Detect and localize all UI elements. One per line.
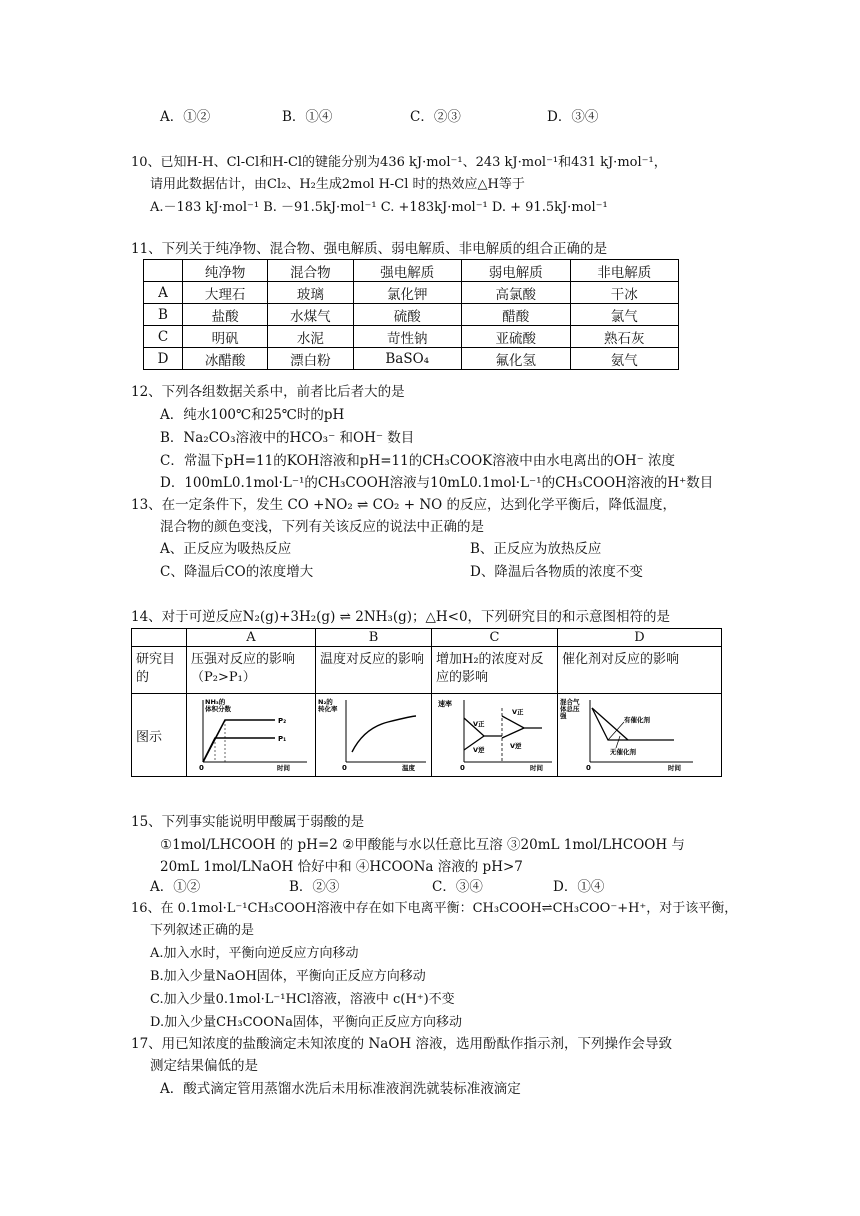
q9-option-d: D．③④ <box>547 109 599 125</box>
q9-option-b: B．①④ <box>282 109 333 125</box>
table-cell: BaSO₄ <box>353 348 462 370</box>
graph-c <box>432 694 557 772</box>
y-label-2: 体积分数 <box>205 705 231 713</box>
table-header: A <box>187 629 316 647</box>
q12-option-b: B．Na₂CO₃溶液中的HCO₃⁻ 和OH⁻ 数目 <box>160 430 415 446</box>
q16-stem-line2: 下列叙述正确的是 <box>150 923 255 938</box>
q17-option-a: A．酸式滴定管用蒸馏水洗后未用标准液润洗就装标准液滴定 <box>160 1081 521 1097</box>
origin-label: 0 <box>199 764 204 772</box>
q16-option-a: A.加入水时，平衡向逆反应方向移动 <box>150 946 359 961</box>
table-cell: 明矾 <box>183 326 268 348</box>
table-cell: 苛性钠 <box>353 326 462 348</box>
y-label-1: NH₃的 <box>205 698 226 706</box>
table-cell: 温度对反应的影响 <box>316 647 432 694</box>
table-header: B <box>316 629 432 647</box>
table-cell: 氟化氢 <box>462 348 571 370</box>
table-cell: 硫酸 <box>353 304 462 326</box>
q14-table <box>131 628 722 777</box>
graph-cell-a <box>187 694 316 777</box>
table-cell: 盐酸 <box>183 304 268 326</box>
q15-option-b: B．②③ <box>289 879 340 895</box>
v-forward-label-2: V正 <box>512 708 524 716</box>
y-label-3: 强 <box>560 712 567 720</box>
graph-cell-d <box>558 694 722 777</box>
table-header: 纯净物 <box>183 260 268 282</box>
table-row <box>132 694 722 777</box>
q17-stem-line2: 测定结果偏低的是 <box>150 1058 258 1074</box>
graph-a <box>187 694 315 772</box>
table-header: 强电解质 <box>353 260 462 282</box>
table-cell: 高氯酸 <box>462 282 571 304</box>
q10-options: A.－183 kJ·mol⁻¹ B. －91.5kJ·mol⁻¹ C. +183kJ·mol⁻¹ D. + 91.5kJ·mol⁻¹ <box>150 200 608 215</box>
table-cell: D <box>144 348 183 370</box>
origin-label: 0 <box>342 764 347 772</box>
table-header: C <box>432 629 558 647</box>
graph-cell-b <box>316 694 432 777</box>
y-label-1: N₂的 <box>318 698 333 706</box>
q12-stem: 12、下列各组数据关系中，前者比后者大的是 <box>131 384 405 400</box>
v-reverse-label-2: V逆 <box>510 742 522 750</box>
x-label: 时间 <box>277 764 290 772</box>
table-header: 非电解质 <box>570 260 679 282</box>
table-header: 混合物 <box>268 260 353 282</box>
q10-stem-line1: 10、已知H-H、Cl-Cl和H-Cl的键能分别为436 kJ·mol⁻¹、243 kJ·mol⁻¹和431 kJ·mol⁻¹， <box>131 155 667 170</box>
q11-stem: 11、下列关于纯净物、混合物、强电解质、弱电解质、非电解质的组合正确的是 <box>131 241 608 257</box>
table-header-row <box>132 629 722 647</box>
y-label: 速率 <box>438 700 452 708</box>
q13-option-d: D、降温后各物质的浓度不变 <box>470 564 643 580</box>
table-cell: 水泥 <box>268 326 353 348</box>
q16-option-c: C.加入少量0.1mol·L⁻¹HCl溶液，溶液中 c(H⁺)不变 <box>150 992 455 1007</box>
table-cell: 大理石 <box>183 282 268 304</box>
p1-label: P₁ <box>278 735 287 743</box>
table-cell: 水煤气 <box>268 304 353 326</box>
table-cell: 冰醋酸 <box>183 348 268 370</box>
y-label-2: 转化率 <box>318 705 338 713</box>
curve-catalyst <box>592 708 674 740</box>
x-label: 时间 <box>668 764 681 772</box>
table-cell: 亚硫酸 <box>462 326 571 348</box>
table-header: 弱电解质 <box>462 260 571 282</box>
table-cell: 催化剂对反应的影响 <box>558 647 722 694</box>
row-label: 研究目的 <box>132 647 187 694</box>
pointer-line <box>616 736 620 748</box>
q15-option-a: A．①② <box>150 879 201 895</box>
table-cell: 氯化钾 <box>353 282 462 304</box>
q12-option-c: C．常温下pH=11的KOH溶液和pH=11的CH₃COOK溶液中由水电离出的OH⁻ 浓度 <box>160 453 676 469</box>
q13-option-c: C、降温后CO的浓度增大 <box>160 564 314 580</box>
q15-option-c: C．③④ <box>432 879 483 895</box>
table-row <box>144 326 679 348</box>
v-reverse-label: V逆 <box>473 746 485 754</box>
table-cell: C <box>144 326 183 348</box>
x-label: 温度 <box>402 764 415 772</box>
graph-cell-c <box>432 694 558 777</box>
curve-reverse-2 <box>502 728 524 738</box>
p2-label: P₂ <box>278 717 287 725</box>
table-cell: 玻璃 <box>268 282 353 304</box>
table-header: D <box>558 629 722 647</box>
table-cell: B <box>144 304 183 326</box>
y-label-1: 混合气 <box>560 698 580 706</box>
table-cell: 氯气 <box>570 304 679 326</box>
table-cell: 增加H₂的浓度对反应的影响 <box>432 647 558 694</box>
origin-label: 0 <box>586 764 591 772</box>
curve-conversion <box>352 716 416 752</box>
table-cell: 干冰 <box>570 282 679 304</box>
q13-option-b: B、正反应为放热反应 <box>470 541 602 557</box>
table-cell: 漂白粉 <box>268 348 353 370</box>
table-cell <box>144 260 183 282</box>
table-row <box>132 647 722 694</box>
q9-option-a: A．①② <box>160 109 211 125</box>
q10-stem-line2: 请用此数据估计，由Cl₂、H₂生成2mol H-Cl 时的热效应△H等于 <box>150 177 525 192</box>
table-cell: 醋酸 <box>462 304 571 326</box>
table-cell: A <box>144 282 183 304</box>
y-label-2: 体总压 <box>560 705 580 713</box>
q9-option-c: C．②③ <box>410 109 461 125</box>
q16-option-b: B.加入少量NaOH固体，平衡向正反应方向移动 <box>150 969 426 984</box>
table-cell: 熟石灰 <box>570 326 679 348</box>
graph-d <box>558 694 698 772</box>
q16-stem-line1: 16、在 0.1mol·L⁻¹CH₃COOH溶液中存在如下电离平衡：CH₃COOH⇌CH₃COO⁻+H⁺，对于该平衡， <box>131 901 738 916</box>
table-row <box>144 282 679 304</box>
table-cell: 氨气 <box>570 348 679 370</box>
table-header-row <box>144 260 679 282</box>
catalyst-label: 有催化剂 <box>624 716 650 724</box>
no-catalyst-label: 无催化剂 <box>610 748 636 756</box>
q13-option-a: A、正反应为吸热反应 <box>160 541 292 557</box>
table-row <box>144 348 679 370</box>
q13-stem-line2: 混合物的颜色变浅，下列有关该反应的说法中正确的是 <box>160 519 484 535</box>
q17-stem-line1: 17、用已知浓度的盐酸滴定未知浓度的 NaOH 溶液，选用酚酞作指示剂，下列操作会导致 <box>131 1036 672 1052</box>
q13-stem-line1: 13、在一定条件下，发生 CO +NO₂ ⇌ CO₂ + NO 的反应，达到化学平衡后，降低温度， <box>131 497 677 513</box>
row-label: 图示 <box>132 694 187 777</box>
q12-option-a: A．纯水100℃和25℃时的pH <box>160 407 345 423</box>
q14-stem: 14、对于可逆反应N₂(g)+3H₂(g) ⇌ 2NH₃(g)；△H<0，下列研究目的和示意图相符的是 <box>131 609 671 625</box>
table-cell <box>132 629 187 647</box>
x-label: 时间 <box>530 764 543 772</box>
q15-option-d: D．①④ <box>553 879 605 895</box>
q15-line1: ①1mol/LHCOOH 的 pH=2 ②甲酸能与水以任意比互溶 ③20mL 1mol/LHCOOH 与 <box>160 837 685 853</box>
q16-option-d: D.加入少量CH₃COONa固体，平衡向正反应方向移动 <box>150 1015 462 1030</box>
q12-option-d: D．100mL0.1mol·L⁻¹的CH₃COOH溶液与10mL0.1mol·L⁻¹的CH₃COOH溶液的H⁺数目 <box>160 475 714 491</box>
q11-table <box>143 259 679 370</box>
table-row <box>144 304 679 326</box>
q15-stem: 15、下列事实能说明甲酸属于弱酸的是 <box>131 814 365 830</box>
table-cell: 压强对反应的影响（P₂>P₁） <box>187 647 316 694</box>
curve-p1 <box>203 738 275 762</box>
curve-forward-2 <box>502 716 542 728</box>
origin-label: 0 <box>460 764 465 772</box>
q15-line2: 20mL 1mol/LNaOH 恰好中和 ④HCOONa 溶液的 pH>7 <box>160 859 523 875</box>
v-forward-label: V正 <box>473 720 485 728</box>
graph-b <box>316 694 431 772</box>
